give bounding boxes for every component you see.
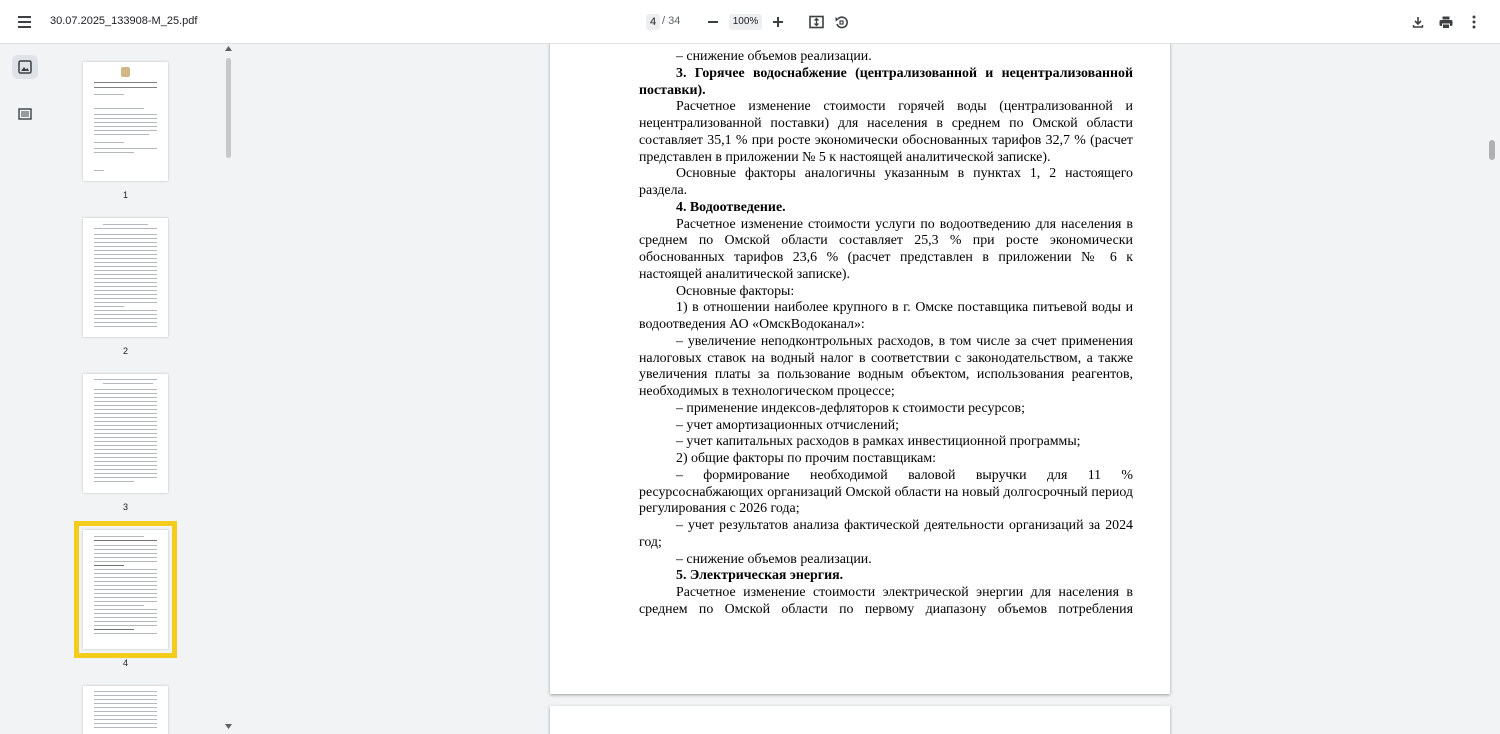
paragraph: – применение индексов-дефляторов к стоимости ресурсов; <box>676 400 1025 416</box>
list-icon <box>18 108 32 120</box>
page-text <box>639 49 1133 619</box>
document-viewer <box>234 44 1500 734</box>
rotate-icon[interactable] <box>830 11 852 33</box>
more-icon[interactable] <box>1463 11 1485 33</box>
page-number-input[interactable]: 4 <box>646 14 660 30</box>
page-thumbnail[interactable] <box>83 686 168 734</box>
thumbnail-page-number: 3 <box>122 502 128 512</box>
toolbar <box>0 0 1500 44</box>
outline-view-button[interactable] <box>12 102 38 126</box>
thumbnail-sidebar <box>0 44 234 734</box>
paragraph: – формирование необходимой валовой выручки для 11 % ресурсоснабжающих организаций Омской области на новый долгосрочный период регулирования с 2026 года; <box>639 467 1133 517</box>
section-heading: 3. Горячее водоснабжение (централизованной и нецентрализованной поставки). <box>639 65 1133 98</box>
paragraph: Расчетное изменение стоимости электрической энергии для населения в среднем по Омской области по первому диапазону объемов потребления <box>639 585 1133 617</box>
emblem-icon <box>121 67 130 77</box>
thumbnail-page-number: 1 <box>122 190 128 200</box>
sidebar-scrollbar-thumb[interactable] <box>226 58 231 158</box>
fit-page-icon[interactable] <box>805 11 827 33</box>
document-page <box>550 44 1170 694</box>
paragraph: Расчетное изменение стоимости горячей воды (централизованной и нецентрализованной поставки) для населения в среднем по Омской области составляет 35,1 % при росте экономически обоснованных тарифов 32,7 % (расчет представлен в приложении № 5 к настоящей аналитической записке). <box>639 99 1133 165</box>
paragraph: 2) общие факторы по прочим поставщикам: <box>676 451 936 466</box>
next-document-page <box>550 706 1170 734</box>
scroll-down-arrow-icon <box>225 724 232 729</box>
thumbnail-page-number: 4 <box>122 658 128 668</box>
paragraph: – снижение объемов реализации. <box>676 551 872 567</box>
paragraph: – учет капитальных расходов в рамках инвестиционной программы; <box>676 434 1081 450</box>
page-thumbnail[interactable] <box>83 218 168 337</box>
paragraph: – учет амортизационных отчислений; <box>676 417 899 433</box>
paragraph: – увеличение неподконтрольных расходов, в том числе за счет применения налоговых ставок на водный налог в соответствии с законодательством, а также увеличения платы за пользование водным объектом, использования реагентов, необходимых в технологическом процессе; <box>639 333 1133 399</box>
paragraph: – снижение объемов реализации. <box>676 49 872 64</box>
viewer-scrollbar-thumb[interactable] <box>1489 140 1495 160</box>
zoom-level-input[interactable]: 100% <box>729 14 762 30</box>
document-title: 30.07.2025_133908-M_25.pdf <box>50 15 198 27</box>
thumbnail-page-number: 2 <box>122 346 128 356</box>
print-icon[interactable] <box>1435 11 1457 33</box>
paragraph: 1) в отношении наиболее крупного в г. Омске поставщика питьевой воды и водоотведения АО «ОмскВодоканал»: <box>639 300 1133 332</box>
paragraph: Основные факторы аналогичны указанным в пунктах 1, 2 настоящего раздела. <box>639 166 1133 198</box>
paragraph: – учет результатов анализа фактической деятельности организаций за 2024 год; <box>639 518 1133 550</box>
thumbnails-view-button[interactable] <box>12 55 38 79</box>
image-icon <box>18 60 32 74</box>
page-thumbnail-selected[interactable] <box>83 530 168 649</box>
section-heading: 5. Электрическая энергия. <box>676 568 844 584</box>
section-heading: 4. Водоотведение. <box>676 199 786 215</box>
page-thumbnail[interactable] <box>83 374 168 493</box>
page-thumbnail[interactable] <box>83 62 168 181</box>
paragraph: Расчетное изменение стоимости услуги по водоотведению для населения в среднем по Омской области составляет 25,3 % при росте экономически обоснованных тарифов 23,6 % (расчет представлен в приложении № 6 к настоящей аналитической записке). <box>639 216 1133 282</box>
menu-icon[interactable] <box>14 11 36 33</box>
download-icon[interactable] <box>1407 11 1429 33</box>
scroll-up-arrow-icon <box>225 46 232 51</box>
page-total: / 34 <box>662 15 681 27</box>
zoom-out-icon[interactable] <box>702 11 724 33</box>
zoom-in-icon[interactable] <box>767 11 789 33</box>
paragraph: Основные факторы: <box>676 283 795 299</box>
